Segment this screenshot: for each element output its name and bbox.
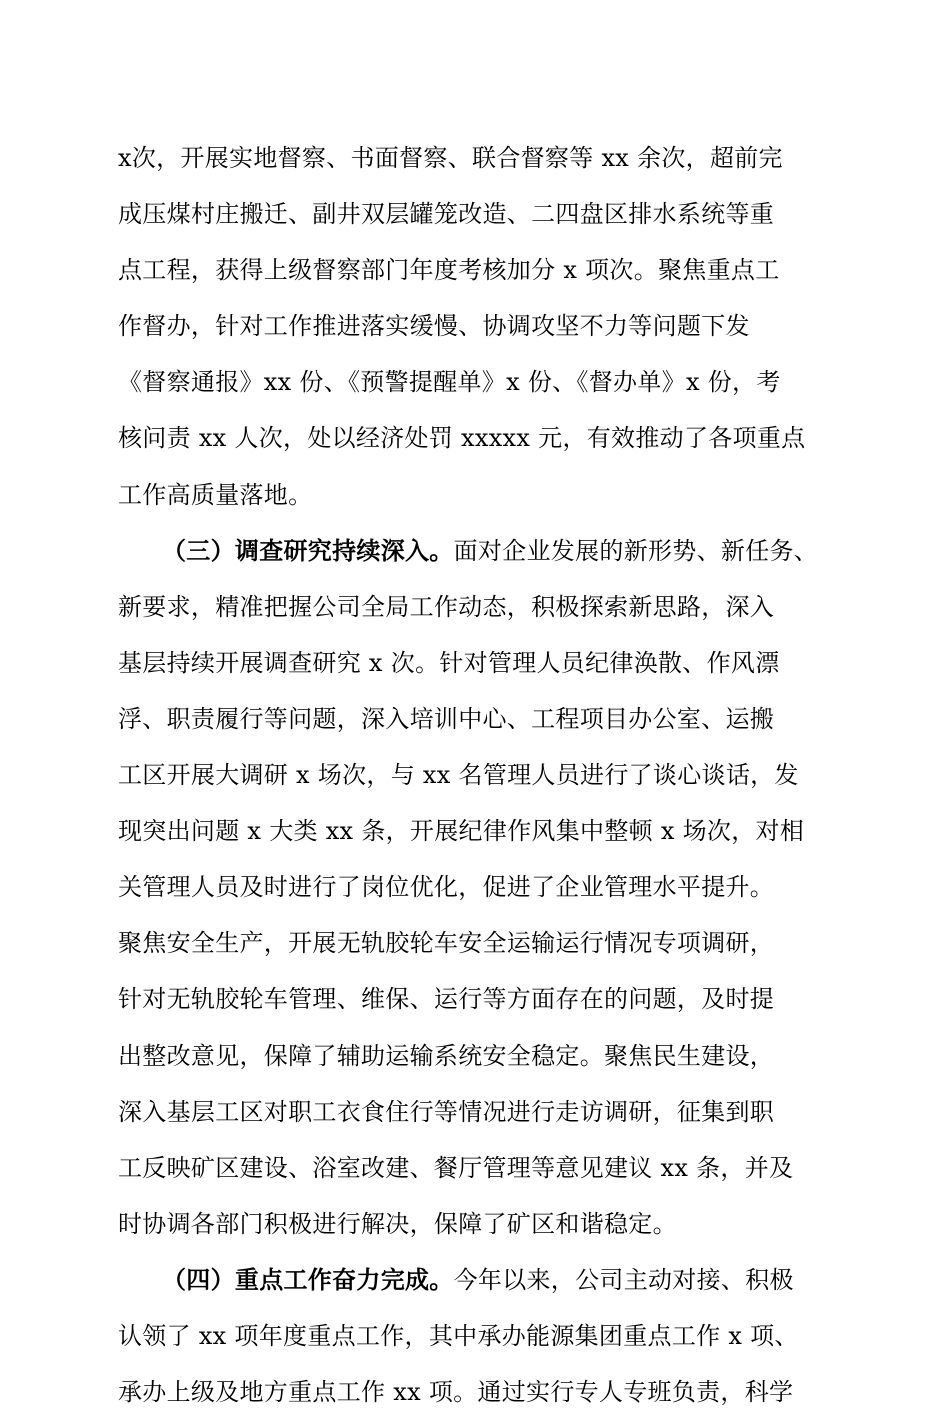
text-line: 工作高质量落地。: [118, 480, 313, 509]
body-text: [118, 130, 848, 1420]
section-heading-line: [118, 523, 848, 579]
text-line: 成压煤村庄搬迁、副井双层罐笼改造、二四盘区排水系统等重: [118, 200, 775, 229]
text-line: 基层持续开展调查研究 x 次。针对管理人员纪律涣散、作风漂: [118, 648, 780, 677]
text-line: x次，开展实地督察、书面督察、联合督察等 xx 余次，超前完: [118, 144, 783, 172]
text-line: 作督办，针对工作推进落实缓慢、协调攻坚不力等问题下发: [118, 312, 750, 341]
section-heading-line: [118, 1252, 848, 1308]
text-line: 工反映矿区建设、浴室改建、餐厅管理等意见建议 xx 条，并及: [118, 1153, 794, 1182]
text-line: 工区开展大调研 x 场次，与 xx 名管理人员进行了谈心谈话，发: [118, 761, 799, 790]
text-line: 聚焦安全生产，开展无轨胶轮车安全运输运行情况专项调研，: [118, 929, 775, 958]
section-heading-four: （四）重点工作奋力完成。: [162, 1264, 454, 1294]
text-line: 深入基层工区对职工衣食住行等情况进行走访调研，征集到职: [118, 1097, 775, 1126]
text-line: 新要求，精准把握公司全局工作动态，积极探索新思路，深入: [118, 592, 775, 621]
text-line: 《督察通报》xx 份、《预警提醒单》x 份、《督办单》x 份，考: [118, 368, 781, 397]
section-heading-three: （三）调查研究持续深入。: [162, 535, 454, 565]
section-heading-continuation: 面对企业发展的新形势、新任务、: [453, 536, 819, 565]
text-line: 认领了 xx 项年度重点工作，其中承办能源集团重点工作 x 项、: [118, 1321, 799, 1350]
text-line: 时协调各部门积极进行解决，保障了矿区和谐稳定。: [118, 1209, 677, 1238]
text-line: 出整改意见，保障了辅助运输系统安全稳定。聚焦民生建设，: [118, 1041, 775, 1070]
text-line: 点工程，获得上级督察部门年度考核加分 x 项次。聚焦重点工: [118, 256, 780, 285]
section-heading-continuation: 今年以来，公司主动对接、积极: [453, 1265, 794, 1294]
text-line: 关管理人员及时进行了岗位优化，促进了企业管理水平提升。: [118, 873, 775, 902]
text-line: 针对无轨胶轮车管理、维保、运行等方面存在的问题，及时提: [118, 985, 775, 1014]
text-line: 核问责 xx 人次，处以经济处罚 xxxxx 元，有效推动了各项重点: [118, 424, 806, 453]
text-line: 浮、职责履行等问题，深入培训中心、工程项目办公室、运搬: [118, 704, 775, 733]
text-line: 现突出问题 x 大类 xx 条，开展纪律作风集中整顿 x 场次，对相: [118, 817, 805, 846]
text-line: 承办上级及地方重点工作 xx 项。通过实行专人专班负责，科学: [118, 1378, 794, 1407]
